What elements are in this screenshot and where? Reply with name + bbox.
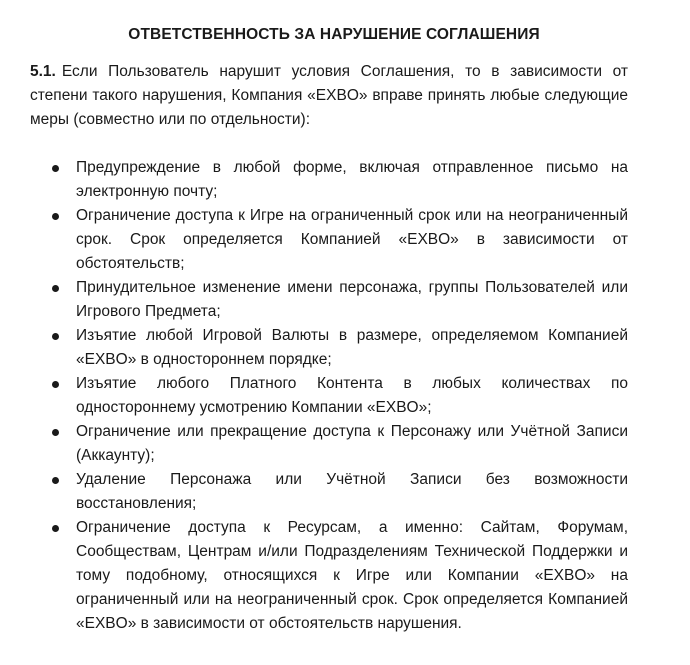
- list-item-text: Ограничение доступа к Ресурсам, а именно: Сайтам, Форумам, Сообществам, Центрам и/или Подразделениям Технической Поддержки и тому подобному, относящихся к Игре или Компании «EXBO» на ограниченный или на неограниченный срок. Срок определяется Компанией «EXBO» в зависимости от обстоятельств нарушения.: [76, 519, 628, 632]
- list-item: [50, 324, 628, 372]
- bullet-icon: [52, 333, 59, 340]
- list-item: [50, 420, 628, 468]
- bullet-icon: [52, 213, 59, 220]
- list-item-text: Ограничение доступа к Игре на ограниченный срок или на неограниченный срок. Срок определяется Компанией «EXBO» в зависимости от обстоятельств;: [76, 207, 628, 272]
- list-item: [50, 156, 628, 204]
- bullet-icon: [52, 477, 59, 484]
- list-item: [50, 204, 628, 276]
- list-item-text: Предупреждение в любой форме, включая отправленное письмо на электронную почту;: [76, 159, 628, 200]
- bullet-icon: [52, 429, 59, 436]
- list-item: [50, 468, 628, 516]
- section-title: ОТВЕТСТВЕННОСТЬ ЗА НАРУШЕНИЕ СОГЛАШЕНИЯ: [128, 26, 540, 43]
- bullet-icon: [52, 285, 59, 292]
- list-item-text: Изъятие любого Платного Контента в любых количествах по одностороннему усмотрению Компании «EXBO»;: [76, 375, 628, 416]
- list-item-text: Ограничение или прекращение доступа к Персонажу или Учётной Записи (Аккаунту);: [76, 423, 628, 464]
- list-item-text: Принудительное изменение имени персонажа, группы Пользователей или Игрового Предмета;: [76, 279, 628, 320]
- clause-paragraph: [30, 60, 628, 132]
- clause-number: 5.1.: [30, 63, 56, 80]
- clause-text: Если Пользователь нарушит условия Соглашения, то в зависимости от степени такого нарушения, Компания «EXBO» вправе принять любые следующие меры (совместно или по отдельности):: [30, 63, 628, 128]
- bullet-icon: [52, 165, 59, 172]
- bullet-icon: [52, 381, 59, 388]
- list-item-text: Изъятие любой Игровой Валюты в размере, определяемом Компанией «EXBO» в одностороннем порядке;: [76, 327, 628, 368]
- list-item: [50, 372, 628, 420]
- list-item: [50, 276, 628, 324]
- list-item: [50, 516, 628, 636]
- list-item-text: Удаление Персонажа или Учётной Записи без возможности восстановления;: [76, 471, 628, 512]
- measures-list: [30, 156, 628, 636]
- bullet-icon: [52, 525, 59, 532]
